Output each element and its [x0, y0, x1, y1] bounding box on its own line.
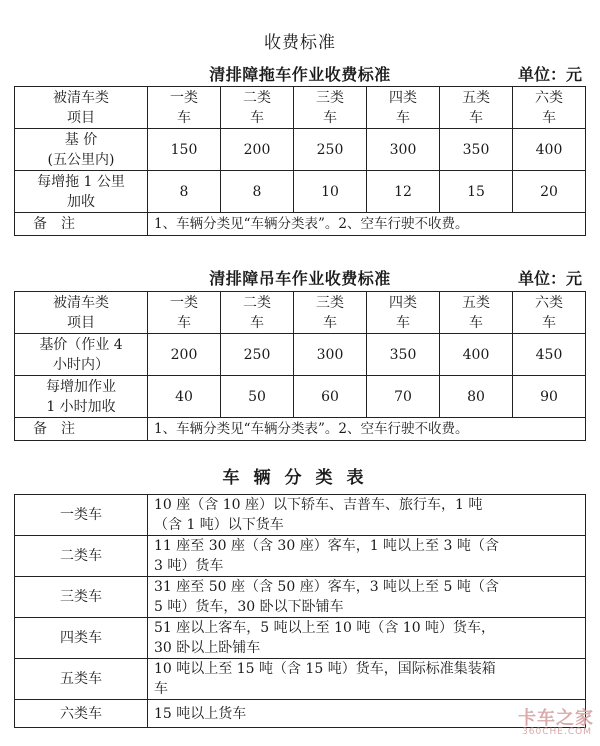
crane-fee-table [14, 291, 586, 441]
class-row [15, 618, 586, 659]
tow-extra-value: 20 [513, 171, 586, 213]
tow-base-value: 150 [148, 129, 221, 171]
crane-table-header [14, 264, 586, 290]
crane-note-row [15, 418, 586, 441]
tow-class-5: 五类 车 [440, 87, 513, 129]
site-watermark [502, 704, 594, 742]
tow-extra-row [15, 171, 586, 213]
class-name: 三类车 [15, 577, 148, 618]
tow-header-row [15, 87, 586, 129]
class-name: 二类车 [15, 536, 148, 577]
crane-extra-value: 50 [221, 376, 294, 418]
crane-table-unit: 单位：元 [517, 269, 582, 288]
tow-note-row [15, 213, 586, 236]
class-row [15, 536, 586, 577]
crane-base-value: 350 [367, 334, 440, 376]
tow-base-row [15, 129, 586, 171]
tow-note-text: 1、车辆分类见“车辆分类表”。2、空车行驶不收费。 [148, 213, 586, 236]
crane-extra-value: 80 [440, 376, 513, 418]
tow-class-3: 三类 车 [294, 87, 367, 129]
crane-header-row [15, 292, 586, 334]
watermark-text: 卡车之家 [518, 708, 594, 729]
crane-class-2: 二类 车 [221, 292, 294, 334]
class-name: 六类车 [15, 700, 148, 728]
tow-base-value: 200 [221, 129, 294, 171]
class-table-title: 车辆分类表 [222, 468, 378, 488]
tow-base-value: 300 [367, 129, 440, 171]
crane-base-value: 450 [513, 334, 586, 376]
crane-extra-value: 40 [148, 376, 221, 418]
class-desc: 11 座至 30 座（含 30 座）客车，1 吨以上至 3 吨（含 3 吨）货车 [148, 536, 586, 577]
crane-extra-label: 每增加作业 1 小时加收 [15, 376, 148, 418]
tow-note-label: 备注 [15, 213, 148, 236]
crane-base-label: 基价（作业 4 小时内） [15, 334, 148, 376]
crane-base-row [15, 334, 586, 376]
watermark-sub: 360CHE.COM [522, 727, 592, 737]
crane-base-value: 250 [221, 334, 294, 376]
class-row [15, 495, 586, 536]
crane-class-5: 五类 车 [440, 292, 513, 334]
tow-base-value: 400 [513, 129, 586, 171]
tow-base-value: 250 [294, 129, 367, 171]
vehicle-class-table [14, 494, 586, 728]
crane-note-text: 1、车辆分类见“车辆分类表”。2、空车行驶不收费。 [148, 418, 586, 441]
tow-class-6: 六类 车 [513, 87, 586, 129]
class-desc: 10 吨以上至 15 吨（含 15 吨）货车，国际标准集装箱 车 [148, 659, 586, 700]
crane-base-value: 300 [294, 334, 367, 376]
tow-header-label: 被清车类 项目 [15, 87, 148, 129]
class-name: 五类车 [15, 659, 148, 700]
tow-extra-label: 每增拖 1 公里 加收 [15, 171, 148, 213]
tow-table-header [14, 60, 586, 86]
class-row [15, 577, 586, 618]
tow-base-value: 350 [440, 129, 513, 171]
tow-table-unit: 单位：元 [517, 65, 582, 84]
crane-note-label: 备注 [15, 418, 148, 441]
class-row [15, 700, 586, 728]
class-desc: 15 吨以上货车 [148, 700, 586, 728]
crane-base-value: 400 [440, 334, 513, 376]
crane-class-6: 六类 车 [513, 292, 586, 334]
tow-class-2: 二类 车 [221, 87, 294, 129]
crane-class-1: 一类 车 [148, 292, 221, 334]
tow-class-1: 一类 车 [148, 87, 221, 129]
tow-class-4: 四类 车 [367, 87, 440, 129]
class-name: 一类车 [15, 495, 148, 536]
tow-extra-value: 10 [294, 171, 367, 213]
tow-extra-value: 8 [148, 171, 221, 213]
tow-fee-table [14, 86, 586, 236]
crane-base-value: 200 [148, 334, 221, 376]
crane-header-label: 被清车类 项目 [15, 292, 148, 334]
tow-extra-value: 8 [221, 171, 294, 213]
crane-class-4: 四类 车 [367, 292, 440, 334]
class-desc: 31 座至 50 座（含 50 座）客车，3 吨以上至 5 吨（含 5 吨）货车，30 卧以下卧铺车 [148, 577, 586, 618]
document-title: 收费标准 [264, 33, 336, 53]
tow-extra-value: 15 [440, 171, 513, 213]
crane-table-title: 清排障吊车作业收费标准 [209, 269, 391, 288]
class-desc: 51 座以上客车，5 吨以上至 10 吨（含 10 吨）货车， 30 卧以上卧铺车 [148, 618, 586, 659]
crane-extra-value: 90 [513, 376, 586, 418]
crane-class-3: 三类 车 [294, 292, 367, 334]
tow-extra-value: 12 [367, 171, 440, 213]
class-name: 四类车 [15, 618, 148, 659]
tow-table-title: 清排障拖车作业收费标准 [209, 65, 391, 84]
crane-extra-row [15, 376, 586, 418]
class-row [15, 659, 586, 700]
tow-base-label: 基 价 (五公里内) [15, 129, 148, 171]
crane-extra-value: 60 [294, 376, 367, 418]
class-desc: 10 座（含 10 座）以下轿车、吉普车、旅行车，1 吨 （含 1 吨）以下货车 [148, 495, 586, 536]
crane-extra-value: 70 [367, 376, 440, 418]
